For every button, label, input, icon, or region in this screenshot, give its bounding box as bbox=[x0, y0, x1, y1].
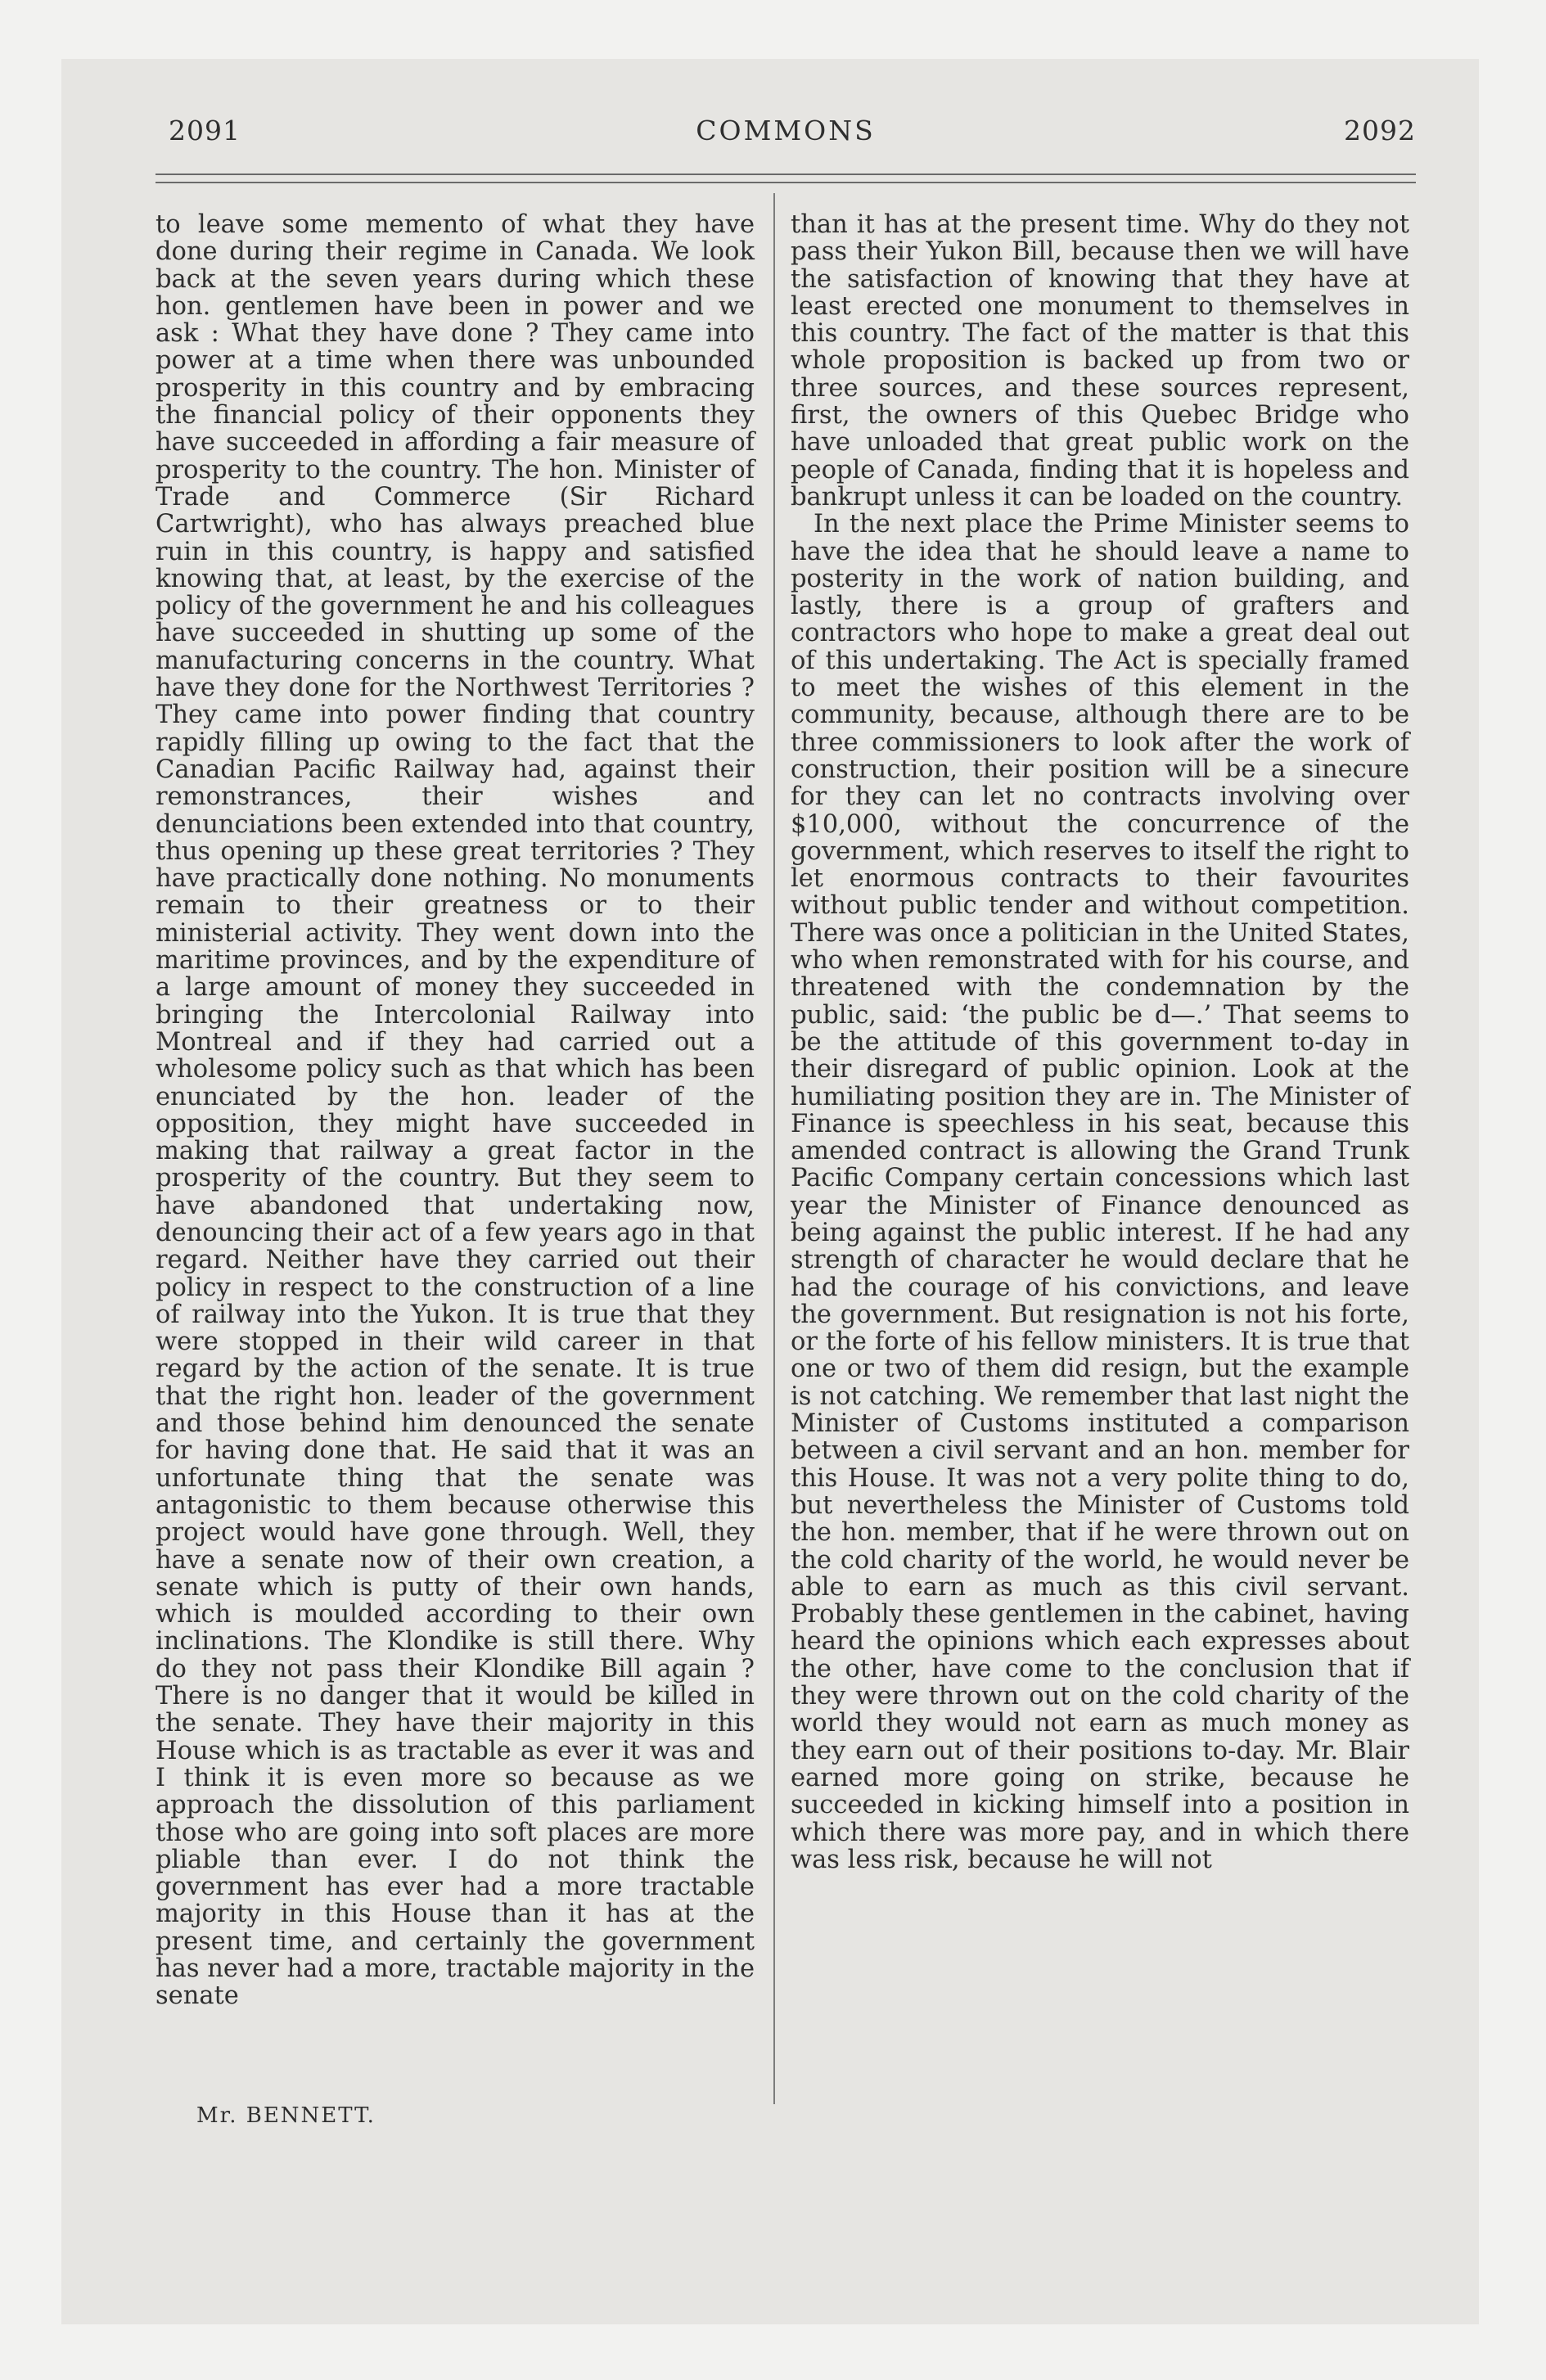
page-number-right: 2092 bbox=[1344, 115, 1416, 146]
page-header bbox=[156, 106, 1416, 156]
left-column bbox=[156, 211, 755, 2010]
right-paragraph-1: than it has at the present time. Why do they not pass their Yukon Bill, because then we will have the satisfaction of knowing that they have at least erected one monument to themselves in this country. The fact of the matter is that this whole proposition is backed up from two or three sources, and these sources represent, first, the owners of this Quebec Bridge who have unloaded that great public work on the people of Canada, finding that it is hopeless and bankrupt unless it can be loaded on the country. bbox=[791, 210, 1409, 512]
header-rule-top bbox=[156, 174, 1416, 175]
left-paragraph-1: to leave some memento of what they have done during their regime in Canada. We look back at the seven years during which these hon. gentlemen have been in power and we ask : What they have done ? They came into power at a time when there was unbounded prosperity in this country and by embracing the financial policy of their opponents they have succeeded in affording a fair measure of prosperity to the country. The hon. Minister of Trade and Commerce (Sir Richard Cartwright), who has always preached blue ruin in this country, is happy and satisfied knowing that, at least, by the exercise of the policy of the government he and his colleagues have succeeded in shutting up some of the manufacturing concerns in the country. What have they done for the Northwest Territories ? They came into power finding that country rapidly filling up owing to the fact that the Canadian Pacific Railway had, against their remonstrances, their wishes and denunciations been extended into that country, thus opening up these great territories ? They have practically done nothing. No monuments remain to their greatness or to their ministerial activity. They went down into the maritime provinces, and by the expenditure of a large amount of money they succeeded in bringing the Intercolonial Railway into Montreal and if they had carried out a wholesome policy such as that which has been enunciated by the hon. leader of the opposition, they might have succeeded in making that railway a great factor in the prosperity of the country. But they seem to have abandoned that undertaking now, denouncing their act of a few years ago in that regard. Neither have they carried out their policy in respect to the construction of a line of railway into the Yukon. It is true that they were stopped in their wild career in that regard by the action of the senate. It is true that the right hon. leader of the government and those behind him denounced the senate for having done that. He said that it was an unfortunate thing that the senate was antagonistic to them because otherwise this project would have gone through. Well, they have a senate now of their own creation, a senate which is putty of their own hands, which is moulded according to their own inclinations. The Klondike is still there. Why do they not pass their Klondike Bill again ? There is no danger that it would be killed in the senate. They have their majority in this House which is as tractable as ever it was and I think it is even more so because as we approach the dissolution of this parliament those who are going into soft places are more pliable than ever. I do not think the government has ever had a more tractable majority in this House than it has at the present time, and certainly the government has never had a more, tractable majority in the senate bbox=[156, 210, 755, 2011]
column-divider bbox=[773, 193, 775, 2104]
right-column bbox=[791, 211, 1409, 1873]
page-number-left: 2091 bbox=[169, 115, 241, 146]
header-rule-bottom bbox=[156, 182, 1416, 183]
speaker-signature: Mr. BENNETT. bbox=[196, 2103, 376, 2128]
running-head: COMMONS bbox=[696, 115, 876, 146]
right-paragraph-2: In the next place the Prime Minister seems to have the idea that he should leave a name to posterity in the work of nation building, and lastly, there is a group of grafters and contractors who hope to make a great deal out of this undertaking. The Act is specially framed to meet the wishes of this element in the community, because, although there are to be three commissioners to look after the work of construction, their position will be a sinecure for they can let no contracts involving over $10,000, without the concurrence of the government, which reserves to itself the right to let enormous contracts to their favourites without public tender and without competition. There was once a politician in the United States, who when remonstrated with for his course, and threatened with the condemnation by the public, said: ‘the public be d—.’ That seems to be the attitude of this government to-day in their disregard of public opinion. Look at the humiliating position they are in. The Minister of Finance is speechless in his seat, because this amended contract is allowing the Grand Trunk Pacific Company certain concessions which last year the Minister of Finance denounced as being against the public interest. If he had any strength of character he would declare that he had the courage of his convictions, and leave the government. But resignation is not his forte, or the forte of his fellow ministers. It is true that one or two of them did resign, but the example is not catching. We remember that last night the Minister of Customs instituted a comparison between a civil servant and an hon. member for this House. It was not a very polite thing to do, but nevertheless the Minister of Customs told the hon. member, that if he were thrown out on the cold charity of the world, he would never be able to earn as much as this civil servant. Probably these gentlemen in the cabinet, having heard the opinions which each expresses about the other, have come to the conclusion that if they were thrown out on the cold charity of the world they would not earn as much money as they earn out of their positions to-day. Mr. Blair earned more going on strike, because he succeeded in kicking himself into a position in which there was more pay, and in which there was less risk, because he will not bbox=[791, 510, 1409, 1874]
